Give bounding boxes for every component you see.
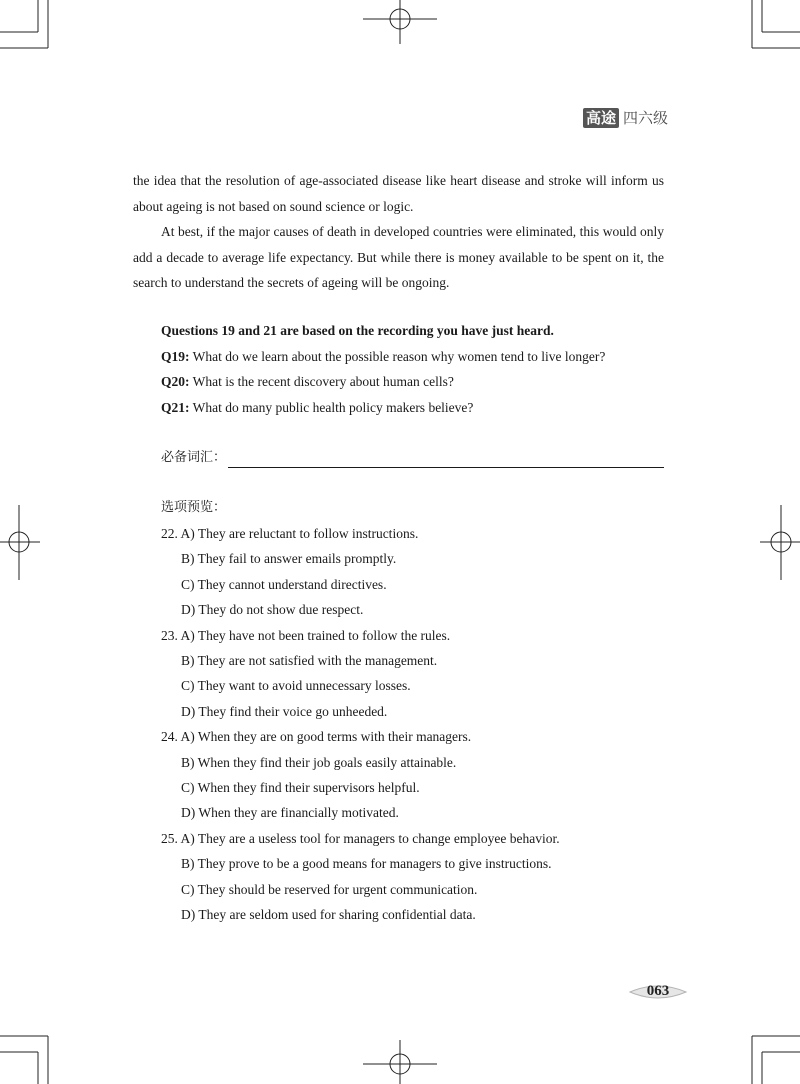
question-item	[161, 344, 605, 370]
questions-heading: Questions 19 and 21 are based on the recording you have just heard.	[161, 323, 554, 338]
option-item: D) They are seldom used for sharing confidential data.	[181, 907, 476, 923]
question-label: Q20:	[161, 374, 190, 389]
brand-title: 四六级	[623, 109, 669, 127]
preview-title: 选项预览：	[161, 500, 227, 515]
vocab-blank-line	[228, 451, 664, 468]
question-item	[161, 369, 605, 395]
page-number: 063	[646, 983, 670, 999]
option-item: D) When they are financially motivated.	[181, 805, 399, 821]
vocab-label: 必备词汇：	[161, 450, 227, 465]
option-item: C) They want to avoid unnecessary losses.	[181, 678, 411, 694]
passage-paragraph-1: the idea that the resolution of age-associated disease like heart disease and stroke will inform us about ageing is not based on sound science or logic.	[133, 173, 664, 214]
option-item: 25. A) They are a useless tool for managers to change employee behavior.	[161, 830, 560, 846]
question-label: Q21:	[161, 399, 190, 415]
vocab-section	[161, 448, 664, 468]
passage-paragraph-2: At best, if the major causes of death in developed countries were eliminated, this would only add a decade to average life expectancy. But while there is money available to be spent on it, the search to understand the secrets of ageing will be ongoing.	[133, 224, 664, 290]
question-text: What do we learn about the possible reason why women tend to live longer?	[189, 348, 606, 364]
option-item: C) When they find their supervisors helpful.	[181, 780, 420, 796]
option-item: D) They find their voice go unheeded.	[181, 703, 388, 719]
option-item: B) They prove to be a good means for managers to give instructions.	[181, 856, 552, 872]
questions-block	[161, 318, 605, 420]
option-item: C) They should be reserved for urgent communication.	[181, 881, 478, 897]
question-text: What do many public health policy makers believe?	[189, 399, 474, 415]
option-item: B) They fail to answer emails promptly.	[181, 551, 397, 567]
question-label: Q19:	[161, 348, 190, 364]
option-item: 23. A) They have not been trained to follow the rules.	[161, 627, 451, 643]
question-text: What is the recent discovery about human cells?	[189, 374, 454, 389]
header-brand	[583, 108, 668, 128]
option-item: 24. A) When they are on good terms with their managers.	[161, 729, 472, 745]
passage	[133, 168, 664, 296]
option-item: B) When they find their job goals easily attainable.	[181, 754, 457, 770]
options-list	[161, 521, 560, 928]
option-item: D) They do not show due respect.	[181, 602, 364, 618]
brand-badge: 高途	[583, 108, 619, 128]
question-item	[161, 395, 605, 421]
page-number-badge	[628, 978, 688, 1006]
option-item: 22. A) They are reluctant to follow instructions.	[161, 526, 419, 541]
option-item: B) They are not satisfied with the management.	[181, 653, 438, 669]
option-item: C) They cannot understand directives.	[181, 576, 387, 592]
